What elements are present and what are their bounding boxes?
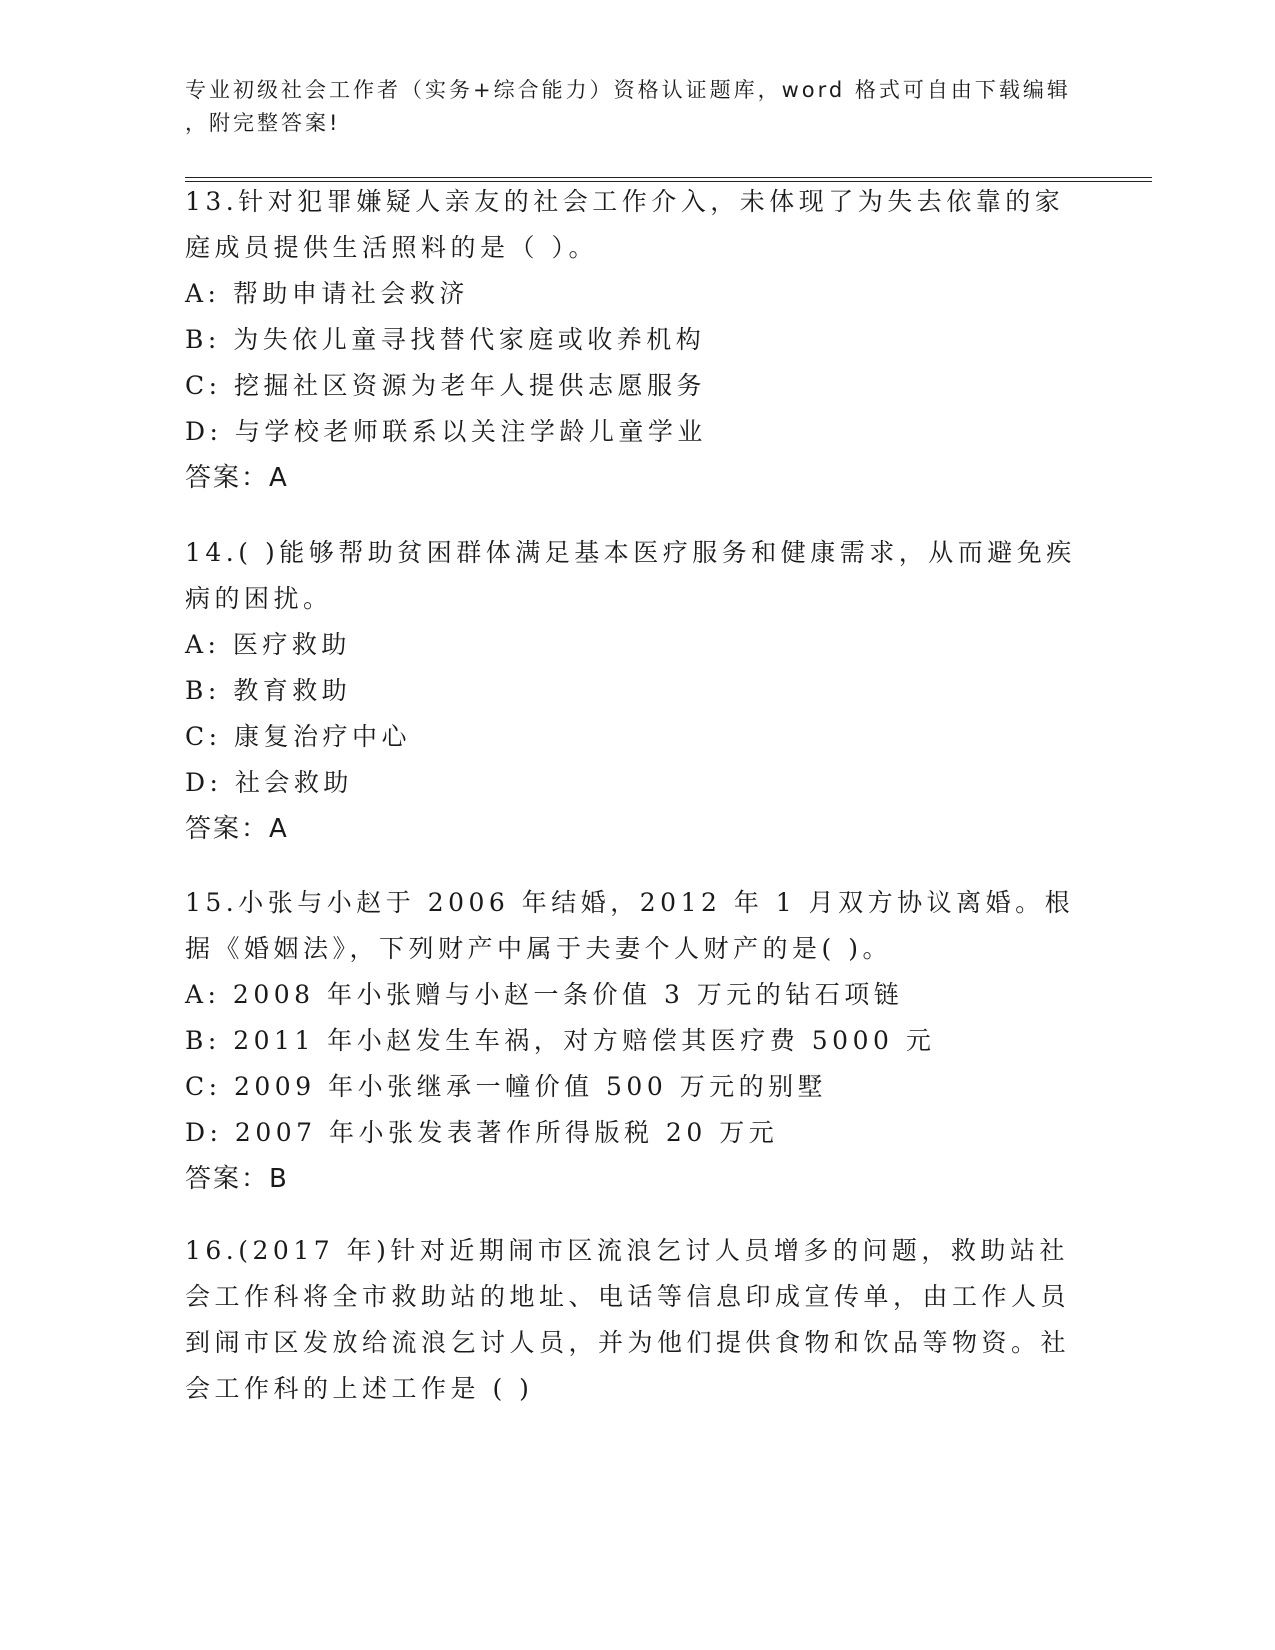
question-text: 14.( )能够帮助贫困群体满足基本医疗服务和健康需求，从而避免疾病的困扰。 [185, 538, 1076, 613]
document-header [185, 74, 1085, 140]
option-b: B: 为失依儿童寻找替代家庭或收养机构 [185, 325, 706, 354]
header-divider-top [185, 177, 1152, 178]
question-text: 13.针对犯罪嫌疑人亲友的社会工作介入，未体现了为失去依靠的家庭成员提供生活照料的是（ ）。 [185, 187, 1065, 262]
option-a: A: 帮助申请社会救济 [185, 279, 469, 308]
option-b: B: 2011 年小赵发生车祸，对方赔偿其医疗费 5000 元 [185, 1026, 936, 1055]
question-15 [185, 880, 1085, 1202]
option-c: C: 康复治疗中心 [185, 722, 411, 751]
option-d: D: 社会救助 [185, 768, 353, 797]
option-d: D: 2007 年小张发表著作所得版税 20 万元 [185, 1118, 779, 1147]
header-line-2: ，附完整答案! [185, 111, 341, 135]
question-text: 15.小张与小赵于 2006 年结婚，2012 年 1 月双方协议离婚。根据《婚姻法》，下列财产中属于夫妻个人财产的是( )。 [185, 888, 1075, 963]
option-a: A: 2008 年小张赠与小赵一条价值 3 万元的钻石项链 [185, 980, 904, 1009]
option-a: A: 医疗救助 [185, 630, 351, 659]
question-text: 16.(2017 年)针对近期闹市区流浪乞讨人员增多的问题，救助站社会工作科将全市救助站的地址、电话等信息印成宣传单，由工作人员到闹市区发放给流浪乞讨人员，并为他们提供食物和饮品等物资。社会工作科的上述工作是 ( ) [185, 1236, 1071, 1403]
answer: 答案：A [185, 463, 289, 493]
answer: 答案：B [185, 1164, 289, 1194]
header-line-1: 专业初级社会工作者（实务+综合能力）资格认证题库，word 格式可自由下载编辑 [185, 78, 1071, 102]
question-14 [185, 530, 1085, 852]
answer: 答案：A [185, 814, 289, 844]
option-b: B: 教育救助 [185, 676, 352, 705]
option-c: C: 2009 年小张继承一幢价值 500 万元的别墅 [185, 1072, 828, 1101]
question-13 [185, 179, 1085, 501]
option-d: D: 与学校老师联系以关注学龄儿童学业 [185, 417, 707, 446]
question-16 [185, 1228, 1085, 1412]
option-c: C: 挖掘社区资源为老年人提供志愿服务 [185, 371, 706, 400]
